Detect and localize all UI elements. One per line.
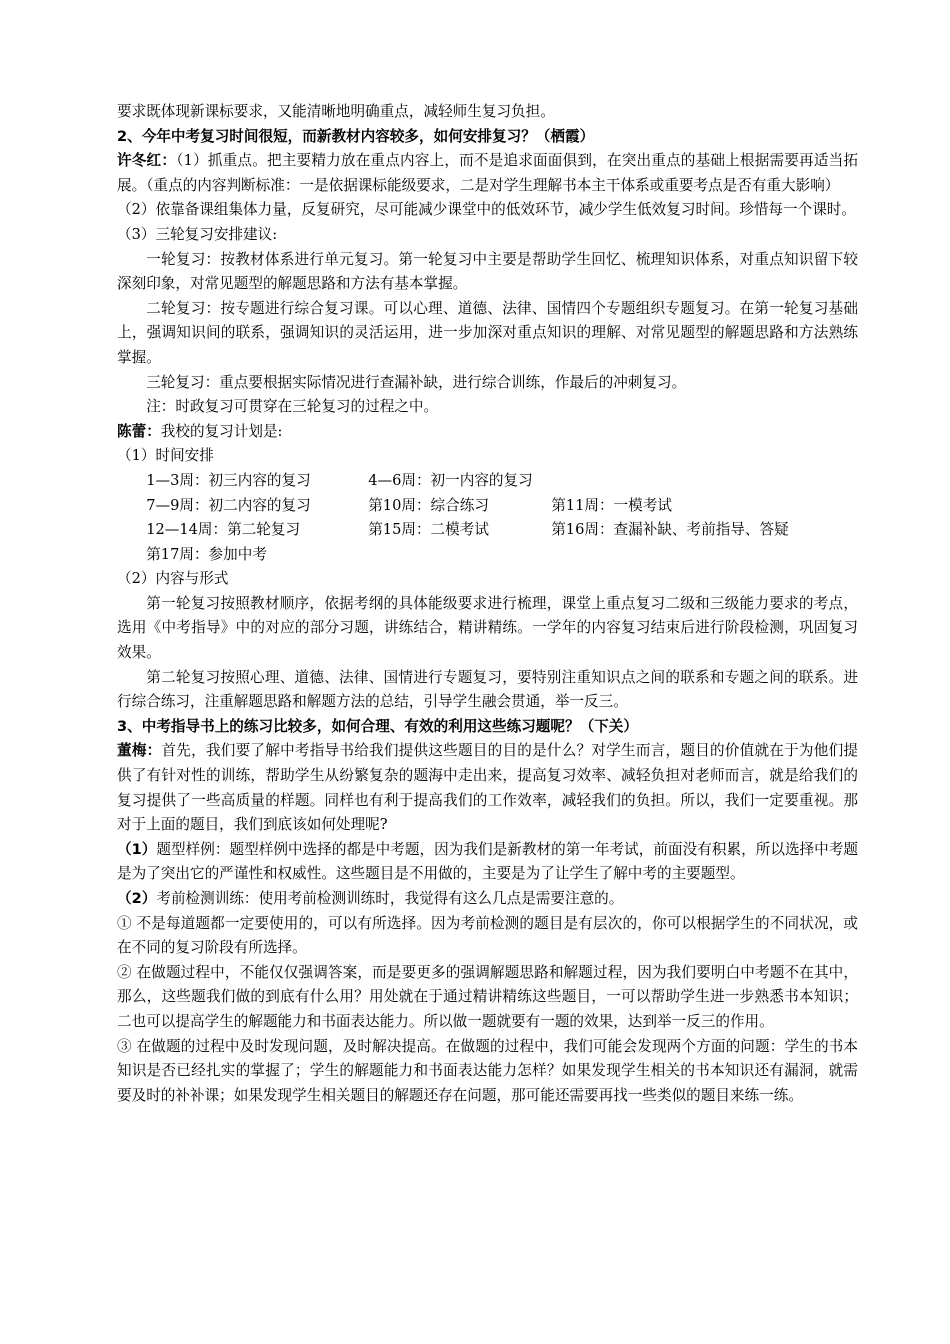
q3-p1-text: 首先，我们要了解中考指导书给我们提供这些题目的目的是什么？对学生而言，题目的价值就在于为他们提供了有针对性的训练，帮助学生从纷繁复杂的题海中走出来，提高复习效率、减轻负担对老师而言，就是给我们的复习提供了一些高质量的样题。同样也有利于提高我们的工作效率，减轻我们的负担。所以，我们一定要重视。那对于上面的题目，我们到底该如何处理呢? xyxy=(117,742,858,834)
item-text: 题型样例：题型样例中选择的都是中考题，因为我们是新教材的第一年考试，前面没有积累，所以选择中考题是为了突出它的严谨性和权威性。这些题目是不用做的，主要是为了让学生了解中考的主要题型。 xyxy=(117,840,858,883)
q2-paragraph-2: （2）依靠备课组集体力量，反复研究，尽可能减少课堂中的低效环节，减少学生低效复习时间。珍惜每一个课时。 xyxy=(117,201,856,219)
q2-p1-text: （1）抓重点。把主要精力放在重点内容上，而不是追求面面俱到，在突出重点的基础上根据需要再适当拓展。（重点的内容判断标准：一是依据课标能级要求，二是对学生理解书本主干体系或重要考点是否有重大影响） xyxy=(117,152,858,194)
schedule-cell xyxy=(368,543,551,568)
schedule-row xyxy=(117,543,858,568)
content-paragraph-1: 第一轮复习按照教材顺序，依据考纲的具体能级要求进行梳理，课堂上重点复习二级和三级能力要求的考点，选用《中考指导》中的对应的部分习题，讲练结合，精讲精练。一学年的内容复习结束后进行阶段检测，巩固复习效果。 xyxy=(117,594,858,662)
q3-sub-item-2: ② 在做题过程中，不能仅仅强调答案，而是要更多的强调解题思路和解题过程，因为我们要明白中考题不在其中，那么，这些题我们做的到底有什么用？用处就在于通过精讲精练这些题目，一可以帮助学生进一步熟悉书本知识；二也可以提高学生的解题能力和书面表达能力。所以做一题就要有一题的效果，达到举一反三的作用。 xyxy=(117,963,858,1030)
speaker-2-paragraph xyxy=(117,420,858,445)
speaker-2-text: 我校的复习计划是: xyxy=(160,422,283,440)
speaker-name: 董梅： xyxy=(117,742,162,760)
speaker-name: 许冬红： xyxy=(117,152,177,170)
q3-item-1 xyxy=(117,838,858,887)
round-2-paragraph: 二轮复习：按专题进行综合复习课。可以心理、道德、法律、国情四个专题组织专题复习。在第一轮复习基础上，强调知识间的联系，强调知识的灵活运用，进一步加深对重点知识的理解、对常见题型的解题思路和方法熟练掌握。 xyxy=(117,299,858,366)
schedule-row xyxy=(117,494,858,519)
q3-sub-item-3: ③ 在做题的过程中及时发现问题，及时解决提高。在做题的过程中，我们可能会发现两个方面的问题：学生的书本知识是否已经扎实的掌握了；学生的解题能力和书面表达能力怎样？如果发现学生相关的书本知识还有漏洞，就需要及时的补补课；如果发现学生相关题目的解题还存在问题，那可能还需要再找一些类似的题目来练一练。 xyxy=(117,1037,858,1104)
time-title: （1）时间安排 xyxy=(117,447,214,465)
schedule-row xyxy=(117,469,858,494)
schedule-cell: 4—6周：初一内容的复习 xyxy=(368,471,533,489)
content-title: （2）内容与形式 xyxy=(117,570,229,588)
content-paragraph-2: 第二轮复习按照心理、道德、法律、国情进行专题复习，要特别注重知识点之间的联系和专题之间的联系。进行综合练习，注重解题思路和解题方法的总结，引导学生融会贯通，举一反三。 xyxy=(117,668,858,711)
q2-paragraph-1 xyxy=(117,149,858,198)
q2-paragraph-3: （3）三轮复习安排建议: xyxy=(117,225,278,243)
item-label: （2） xyxy=(117,890,157,907)
round-1-paragraph: 一轮复习：按教材体系进行单元复习。第一轮复习中主要是帮助学生回忆、梳理知识体系，对重点知识留下较深刻印象，对常见题型的解题思路和方法有基本掌握。 xyxy=(117,250,858,293)
schedule-table xyxy=(117,469,858,567)
schedule-cell: 第17周：参加中考 xyxy=(146,545,267,563)
q3-sub-item-1: ① 不是每道题都一定要使用的，可以有所选择。因为考前检测的题目是有层次的，你可以根据学生的不同状况，或在不同的复习阶段有所选择。 xyxy=(117,914,858,957)
question-2-heading: 2、今年中考复习时间很短，而新教材内容较多，如何安排复习？（栖霞） xyxy=(117,127,595,145)
round-3-paragraph: 三轮复习：重点要根据实际情况进行查漏补缺，进行综合训练，作最后的冲刺复习。 xyxy=(146,373,687,391)
intro-paragraph: 要求既体现新课标要求，又能清晰地明确重点，减轻师生复习负担。 xyxy=(117,103,555,120)
item-label: （1） xyxy=(117,840,157,858)
schedule-cell: 7—9周：初二内容的复习 xyxy=(146,496,311,514)
note-paragraph: 注：时政复习可贯穿在三轮复习的过程之中。 xyxy=(146,398,439,416)
schedule-cell: 第11周：一模考试 xyxy=(551,496,672,514)
schedule-cell: 第16周：查漏补缺、考前指导、答疑 xyxy=(551,521,789,539)
schedule-cell: 1—3周：初三内容的复习 xyxy=(146,471,311,489)
q3-item-2 xyxy=(117,887,858,912)
speaker-name: 陈蕾： xyxy=(117,422,161,440)
schedule-cell: 第10周：综合练习 xyxy=(368,496,489,514)
schedule-row xyxy=(117,518,858,543)
q3-paragraph-1 xyxy=(117,739,858,837)
schedule-cell: 12—14周：第二轮复习 xyxy=(146,521,301,539)
schedule-cell: 第15周：二模考试 xyxy=(368,521,489,539)
question-3-heading: 3、中考指导书上的练习比较多，如何合理、有效的利用这些练习题呢？（下关） xyxy=(117,717,638,735)
item-text: 考前检测训练：使用考前检测训练时，我觉得有这么几点是需要注意的。 xyxy=(156,890,624,907)
